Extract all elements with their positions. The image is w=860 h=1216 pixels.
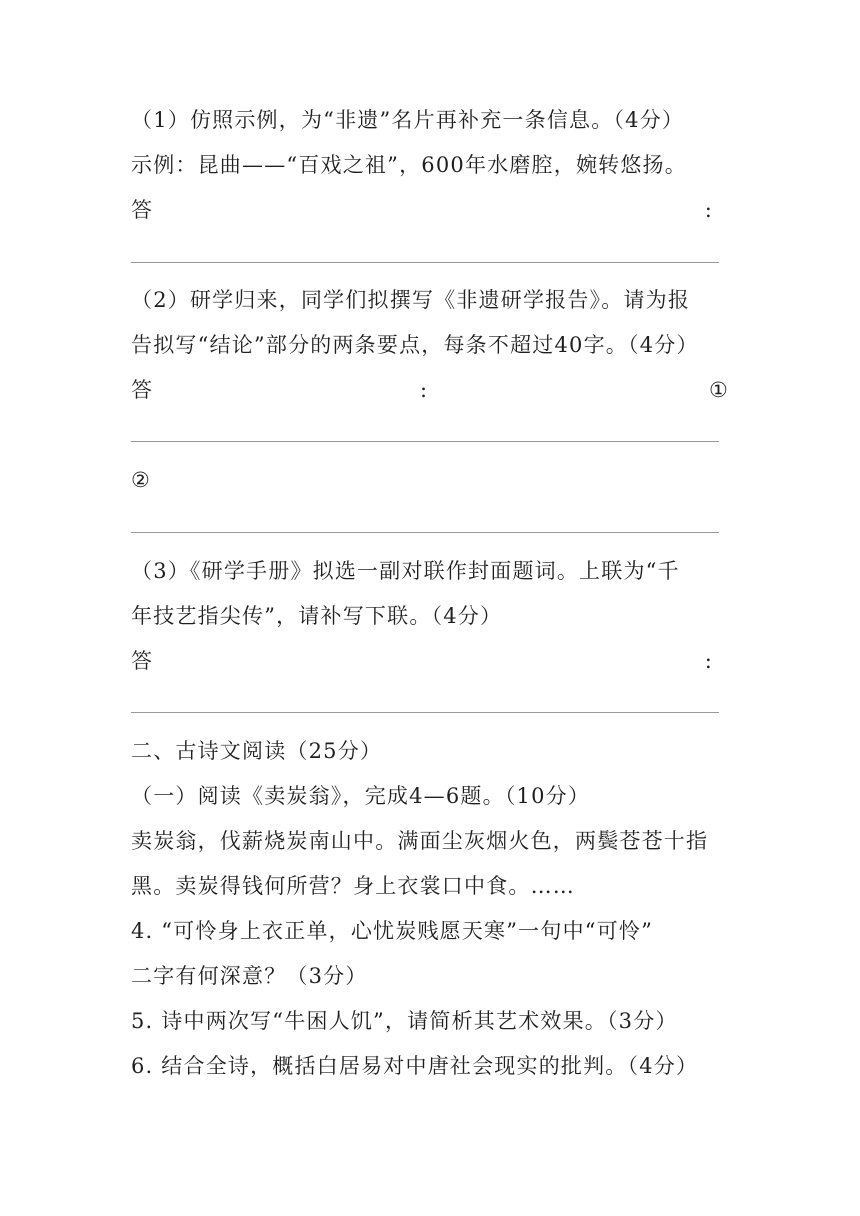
- q1-prompt: （1）仿照示例，为“非遗”名片再补充一条信息。（4分）: [131, 108, 685, 132]
- section2-heading: 二、古诗文阅读（25分）: [131, 739, 383, 763]
- q2-prompt-line2: 告拟写“结论”部分的两条要点，每条不超过40字。（4分）: [131, 333, 699, 357]
- q3-prompt-line1: （3）《研学手册》拟选一副对联作封面题词。上联为“千: [131, 559, 680, 583]
- q2-prompt-line1: （2）研学归来，同学们拟撰写《非遗研学报告》。请为报: [131, 288, 691, 312]
- q1-answer-label: 答: [131, 198, 154, 222]
- q5: 5. 诗中两次写“牛困人饥”，请简析其艺术效果。（3分）: [131, 1009, 678, 1033]
- q4-line-2: 二字有何深意？（3分）: [131, 964, 368, 988]
- q1-example: 示例：昆曲——“百戏之祖”，600年水磨腔，婉转悠扬。: [131, 153, 687, 177]
- q6: 6. 结合全诗，概括白居易对中唐社会现实的批判。（4分）: [131, 1054, 699, 1078]
- poem-line-2: 黑。卖炭得钱何所营？身上衣裳口中食。……: [131, 874, 575, 898]
- q2-answer-blank-2[interactable]: [131, 532, 719, 533]
- q2-answer-label: 答: [131, 378, 154, 402]
- q4-line-1: 4. “可怜身上衣正单，心忧炭贱愿天寒”一句中“可怜”: [131, 919, 654, 943]
- q3-prompt-line2: 年技艺指尖传”，请补写下联。（4分）: [131, 604, 503, 628]
- q1-answer-blank[interactable]: [131, 262, 719, 263]
- q2-answer-blank-1[interactable]: [131, 441, 719, 442]
- q3-answer-label: 答: [131, 649, 154, 673]
- q3-answer-blank[interactable]: [131, 712, 719, 713]
- q2-marker-2: ②: [131, 468, 152, 492]
- section2-sub-heading: （一）阅读《卖炭翁》，完成4—6题。（10分）: [131, 784, 591, 808]
- q2-marker-1: ①: [708, 378, 729, 402]
- poem-line-1: 卖炭翁，伐薪烧炭南山中。满面尘灰烟火色，两鬓苍苍十指: [131, 829, 709, 853]
- q3-answer-line: [131, 647, 713, 675]
- q1-answer-colon: :: [704, 198, 713, 222]
- q2-answer-colon: :: [420, 378, 429, 402]
- q3-answer-colon: :: [704, 649, 713, 673]
- q1-answer-line: [131, 196, 713, 224]
